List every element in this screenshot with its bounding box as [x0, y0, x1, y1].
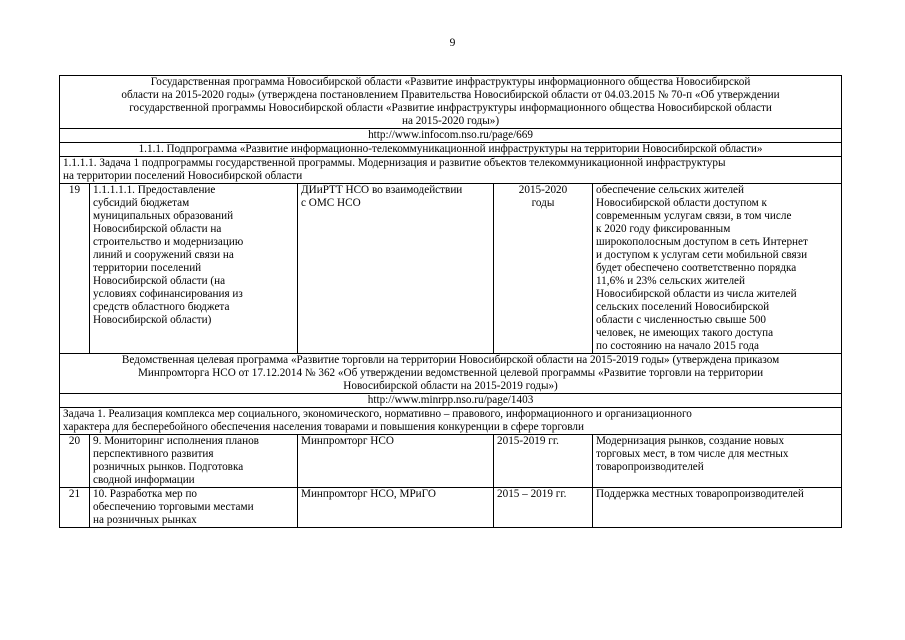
program1-subprogram-row — [60, 143, 842, 157]
measure-cell: 9. Мониторинг исполнения планов перспективного развития розничных рынков. Подготовка сводной информации — [90, 435, 298, 488]
table-row — [60, 435, 842, 488]
period-cell: 2015 – 2019 гг. — [494, 488, 593, 528]
measure-cell: 10. Разработка мер по обеспечению торговыми местами на розничных рынках — [90, 488, 298, 528]
result-cell: Поддержка местных товаропроизводителей — [593, 488, 842, 528]
program1-header-row — [60, 76, 842, 129]
executor-cell: Минпромторг НСО — [298, 435, 494, 488]
program2-task-row — [60, 408, 842, 435]
measure-cell: 1.1.1.1.1. Предоставление субсидий бюджетам муниципальных образований Новосибирской области на строительство и модернизацию линий и сооружений связи на территории поселений Новосибирской области (на условиях софинансирования из средств областного бюджета Новосибирской области) — [90, 184, 298, 354]
program1-url-row — [60, 129, 842, 143]
period-cell: 2015-2019 гг. — [494, 435, 593, 488]
row-number: 19 — [60, 184, 90, 354]
table-row — [60, 184, 842, 354]
program1-task-text: 1.1.1.1. Задача 1 подпрограммы государственной программы. Модернизация и развитие объектов телекоммуникационной инфраструктуры на территории поселений Новосибирской области — [60, 157, 842, 184]
row-number: 21 — [60, 488, 90, 528]
period-cell: 2015-2020 годы — [494, 184, 593, 354]
executor-cell: ДИиРТТ НСО во взаимодействии с ОМС НСО — [298, 184, 494, 354]
result-cell: обеспечение сельских жителей Новосибирской области доступом к современным услугам связи, в том числе к 2020 году фиксированным широкополосным доступом в сеть Интернет и доступом к услугам сети мобильной связи будет обеспечено соответственно порядка 11,6% и 23% сельских жителей Новосибирской области из числа жителей сельских поселений Новосибирской области с численностью свыше 500 человек, не имеющих такого доступа по состоянию на начало 2015 года — [593, 184, 842, 354]
row-number: 20 — [60, 435, 90, 488]
program2-url-link[interactable]: http://www.minrpp.nso.ru/page/1403 — [60, 394, 842, 408]
result-cell: Модернизация рынков, создание новых торговых мест, в том числе для местных товаропроизводителей — [593, 435, 842, 488]
executor-cell: Минпромторг НСО, МРиГО — [298, 488, 494, 528]
program1-title: Государственная программа Новосибирской области «Развитие инфраструктуры информационного общества Новосибирской области на 2015-2020 годы» (утверждена постановлением Правительства Новосибирской области от 04.03.2015 № 70-п «Об утверждении государственной программы Новосибирской области «Развитие инфраструктуры информационного общества Новосибирской области на 2015-2020 годы») — [60, 76, 842, 129]
program1-url-link[interactable]: http://www.infocom.nso.ru/page/669 — [60, 129, 842, 143]
program2-task-text: Задача 1. Реализация комплекса мер социального, экономического, нормативно – правового, информационного и организационного характера для бесперебойного обеспечения населения товарами и повышения конкуренции в сфере торговли — [60, 408, 842, 435]
program2-header-row — [60, 354, 842, 394]
program1-subprogram-title: 1.1.1. Подпрограмма «Развитие информационно-телекоммуникационной инфраструктуры на территории Новосибирской области» — [60, 143, 842, 157]
program2-title: Ведомственная целевая программа «Развитие торговли на территории Новосибирской области на 2015-2019 годы» (утверждена приказом Минпромторга НСО от 17.12.2014 № 362 «Об утверждении ведомственной целевой программы «Развитие торговли на территории Новосибирской области на 2015-2019 годы») — [60, 354, 842, 394]
programs-table — [59, 75, 842, 528]
program1-task-row — [60, 157, 842, 184]
page-number: 9 — [449, 37, 456, 49]
table-row — [60, 488, 842, 528]
program2-url-row — [60, 394, 842, 408]
